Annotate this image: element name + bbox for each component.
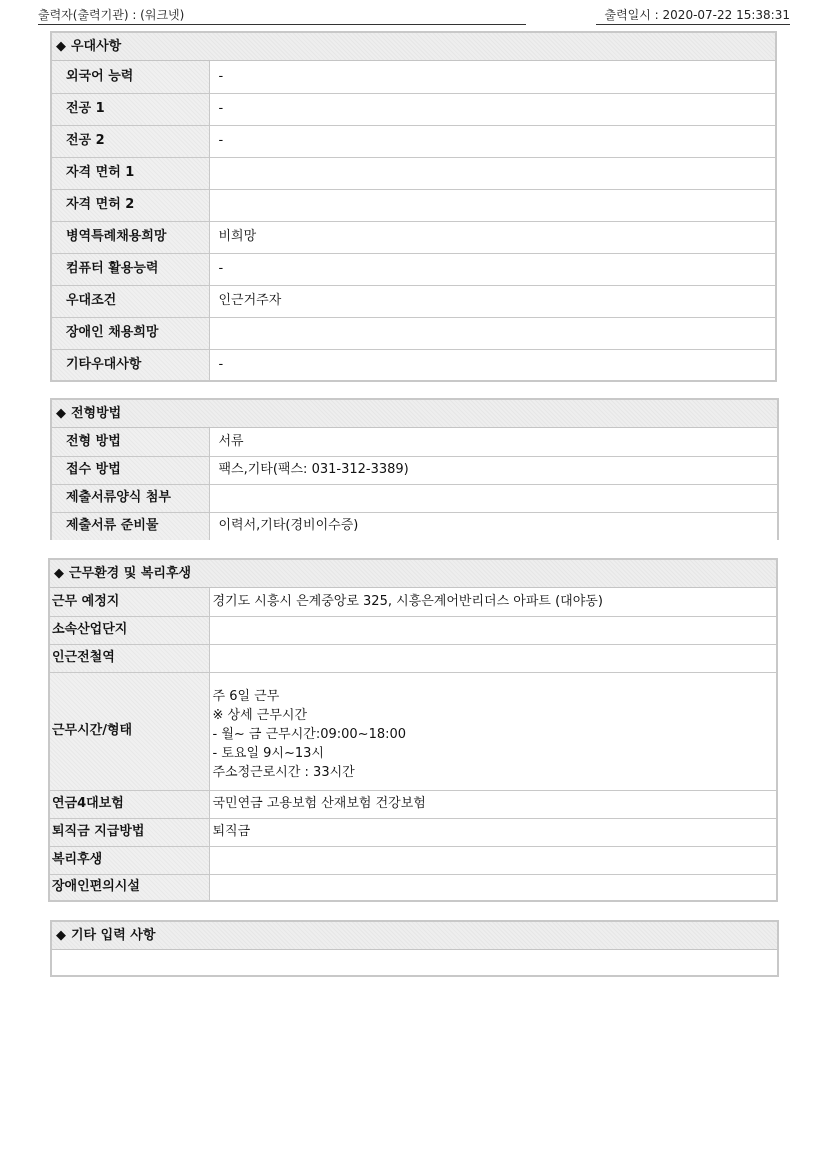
selection-section — [50, 398, 779, 540]
environment-title: 근무환경 및 복리후생 — [69, 566, 192, 581]
row-label: 장애인 채용희망 — [52, 317, 209, 349]
row-value — [209, 189, 775, 221]
row-value — [209, 317, 775, 349]
print-header — [38, 6, 790, 24]
row-label: 제출서류 준비물 — [52, 512, 209, 540]
printer-info: 출력자(출력기관) : (워크넷) — [38, 8, 185, 22]
row-label: 연금4대보험 — [50, 790, 209, 818]
table-row — [52, 93, 775, 125]
row-value — [209, 484, 777, 512]
table-row — [52, 484, 777, 512]
diamond-bullet-icon: ◆ — [56, 406, 66, 421]
row-label: 자격 면허 1 — [52, 157, 209, 189]
environment-header — [50, 560, 776, 588]
row-value: 인근거주자 — [209, 285, 775, 317]
table-row — [50, 588, 776, 616]
diamond-bullet-icon: ◆ — [56, 39, 66, 54]
diamond-bullet-icon: ◆ — [56, 928, 66, 943]
row-label: 소속산업단지 — [50, 616, 209, 644]
work-hours-line: ※ 상세 근무시간 — [212, 707, 308, 723]
table-row — [52, 221, 775, 253]
row-label: 전공 1 — [52, 93, 209, 125]
row-value — [209, 644, 776, 672]
row-label: 전형 방법 — [52, 428, 209, 456]
work-hours-line: 주 6일 근무 — [212, 688, 280, 704]
preferences-title: 우대사항 — [71, 39, 122, 54]
row-value: - — [209, 253, 775, 285]
table-row — [52, 285, 775, 317]
row-value — [209, 616, 776, 644]
table-row — [50, 616, 776, 644]
row-value: - — [209, 125, 775, 157]
environment-section — [48, 558, 778, 902]
table-row — [50, 818, 776, 846]
other-section — [50, 920, 779, 977]
preferences-section — [50, 31, 777, 382]
table-row — [52, 61, 775, 93]
table-row — [52, 125, 775, 157]
row-value: 서류 — [209, 428, 777, 456]
table-row — [50, 790, 776, 818]
diamond-bullet-icon: ◆ — [54, 566, 64, 581]
row-value: 이력서,기타(경비이수증) — [209, 512, 777, 540]
row-value: 팩스,기타(팩스: 031-312-3389) — [209, 456, 777, 484]
row-label: 컴퓨터 활용능력 — [52, 253, 209, 285]
row-label: 복리후생 — [50, 846, 209, 874]
work-hours-line: - 월~ 금 근무시간:09:00~18:00 — [212, 726, 407, 742]
table-row — [50, 846, 776, 874]
row-value: 경기도 시흥시 은계중앙로 325, 시흥은계어반리더스 아파트 (대야동) — [209, 588, 776, 616]
other-title: 기타 입력 사항 — [71, 928, 156, 943]
header-divider-right — [596, 24, 790, 25]
row-label: 기타우대사항 — [52, 349, 209, 380]
row-label: 인근전철역 — [50, 644, 209, 672]
row-label: 자격 면허 2 — [52, 189, 209, 221]
row-value: 국민연금 고용보험 산재보험 건강보험 — [209, 790, 776, 818]
row-value: - — [209, 349, 775, 380]
print-datetime: 출력일시 : 2020-07-22 15:38:31 — [604, 8, 790, 22]
row-value: 비희망 — [209, 221, 775, 253]
selection-title: 전형방법 — [71, 406, 122, 421]
table-row — [52, 317, 775, 349]
row-label: 제출서류양식 첨부 — [52, 484, 209, 512]
selection-header — [52, 400, 777, 428]
row-label: 우대조건 — [52, 285, 209, 317]
work-hours-line: 주소정근로시간 : 33시간 — [212, 764, 355, 780]
table-row — [52, 428, 777, 456]
row-label: 장애인편의시설 — [50, 874, 209, 900]
preferences-table — [52, 61, 775, 380]
row-label: 근무시간/형태 — [50, 672, 209, 790]
table-row — [52, 456, 777, 484]
row-value — [209, 846, 776, 874]
row-value — [209, 157, 775, 189]
row-value — [209, 874, 776, 900]
row-label: 전공 2 — [52, 125, 209, 157]
table-row — [52, 253, 775, 285]
header-divider — [38, 24, 526, 25]
other-header — [52, 922, 777, 950]
table-row — [50, 672, 776, 790]
table-row — [52, 349, 775, 380]
table-row — [50, 874, 776, 900]
row-label: 근무 예정지 — [50, 588, 209, 616]
row-value: - — [209, 93, 775, 125]
work-hours-line: - 토요일 9시~13시 — [212, 745, 324, 761]
environment-table — [50, 588, 776, 900]
other-content — [52, 950, 777, 977]
row-value: 퇴직금 — [209, 818, 776, 846]
table-row — [52, 157, 775, 189]
row-label: 접수 방법 — [52, 456, 209, 484]
work-hours-value — [209, 672, 776, 790]
preferences-header — [52, 33, 775, 61]
row-label: 병역특례채용희망 — [52, 221, 209, 253]
row-label: 외국어 능력 — [52, 61, 209, 93]
table-row — [52, 189, 775, 221]
table-row — [50, 644, 776, 672]
selection-table — [52, 428, 777, 540]
row-label: 퇴직금 지급방법 — [50, 818, 209, 846]
table-row — [52, 512, 777, 540]
row-value: - — [209, 61, 775, 93]
